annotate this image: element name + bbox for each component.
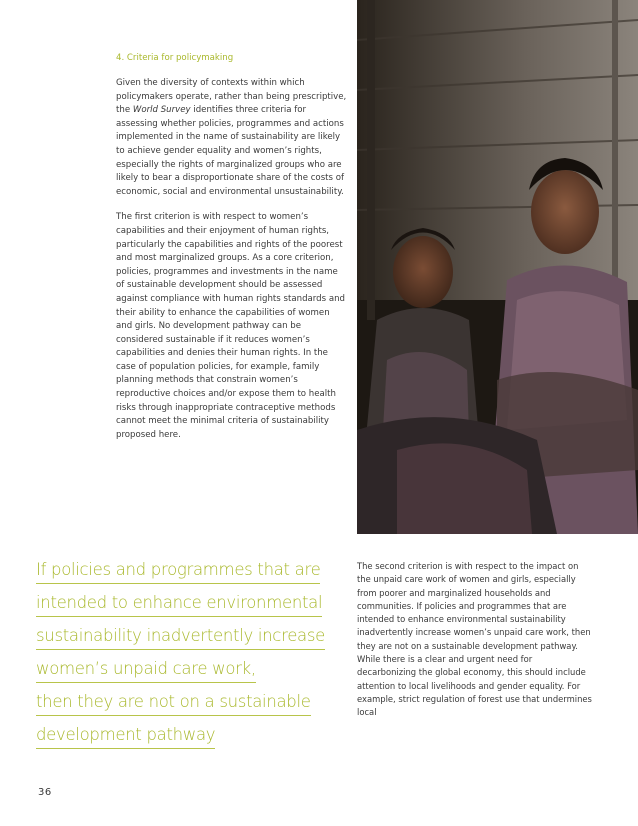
paragraph-3: The second criterion is with respect to the impact on the unpaid care work of women and girls, especially from poorer and marginalized households and communities. If policies and programmes that are intended to enhance environmental sustainability inadvertently increase women’s unpaid care work, then they are not on a sustainable development pathway. While there is a clear and urgent need for decarbonizing the global economy, this should include attention to local livelihoods and gender equality. For example, strict regulation of forest use that undermines local: [357, 561, 592, 718]
pull-quote-line: If policies and programmes that are: [36, 560, 320, 584]
paragraph-1: [116, 77, 348, 199]
section-heading: 4. Criteria for policymaking: [116, 53, 234, 63]
pull-quote-line: development pathway: [36, 725, 215, 749]
paragraph-2: The first criterion is with respect to women’s capabilities and their enjoyment of human rights, particularly the capabilities and rights of the poorest and most marginalized groups. As a core criterion, policies, programmes and investments in the name of sustainable development should be assessed against compliance with human rights standards and their ability to enhance the capabilities of women and girls. No development pathway can be considered sustainable if it reduces women’s capabilities and denies their human rights. In the case of population policies, for example, family planning methods that constrain women’s reproductive choices and/or expose them to health risks through inappropriate contraceptive methods cannot meet the minimal criteria of sustainability proposed here.: [116, 212, 346, 440]
pull-quote-line: intended to enhance environmental: [36, 593, 322, 617]
bottom-text-column: [357, 560, 592, 720]
pull-quote: [36, 560, 326, 758]
page-number: 36: [38, 787, 52, 798]
top-text-column: [116, 52, 348, 454]
pull-quote-line: sustainability inadvertently increase: [36, 626, 325, 650]
paragraph-1-text-a: Given the diversity of contexts within which policymakers operate, rather than being prescriptive, the: [116, 78, 347, 116]
world-survey-title: World Survey: [132, 105, 191, 116]
pull-quote-line: then they are not on a sustainable: [36, 692, 311, 716]
pull-quote-line: women’s unpaid care work,: [36, 659, 256, 683]
paragraph-1-text-b: identifies three criteria for assessing whether policies, programmes and actions implemented in the name of sustainability are likely to achieve gender equality and women’s rights, especially the rights of marginalized groups who are likely to bear a disproportionate share of the costs of economic, social and environmental unsustainability.: [116, 105, 345, 197]
photo-women-seated: [357, 0, 638, 534]
